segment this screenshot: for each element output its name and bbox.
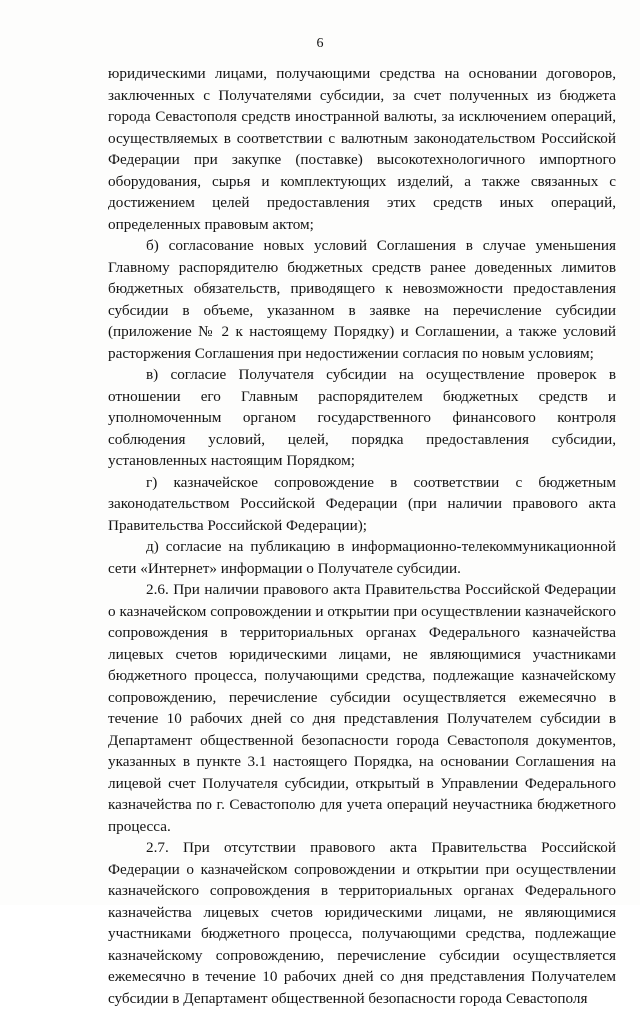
paragraph-continuation: юридическими лицами, получающими средства на основании договоров, заключенных с Получателями субсидии, за счет полученных из бюджета города Севастополя средств иностранной валюты, за исключением операций, осуществляемых в соответствии с валютным законодательством Российской Федерации при закупке (поставке) высокотехнологичного импортного оборудования, сырья и комплектующих изделий, а также связанных с достижением целей предоставления этих средств иных операций, определенных правовым актом; (108, 65, 616, 233)
paragraph-clause-2-7: 2.7. При отсутствии правового акта Правительства Российской Федерации о казначейском сопровождении и открытии при осуществлении казначейского сопровождения в территориальных органах Федерального казначейства лицевых счетов юридическими лицами, не являющимися участниками бюджетного процесса, получающими средства, подлежащие казначейскому сопровождению, перечисление субсидии осуществляется ежемесячно в течение 10 рабочих дней со дня представления Получателем субсидии в Департамент общественной безопасности города Севастополя (108, 839, 616, 1007)
page-number: 6 (316, 36, 324, 51)
paragraph-item-b: б) согласование новых условий Соглашения в случае уменьшения Главному распорядителю бюджетных средств ранее доведенных лимитов бюджетных обязательств, приводящего к невозможности предоставления субсидии в объеме, указанном в заявке на перечисление субсидии (приложение № 2 к настоящему Порядку) и Соглашении, а также условий расторжения Соглашения при недостижении согласия по новым условиям; (108, 237, 616, 362)
body-text (108, 63, 616, 1009)
paragraph-item-d: д) согласие на публикацию в информационно-телекоммуникационной сети «Интернет» информации о Получателе субсидии. (108, 538, 616, 577)
paragraph-item-g: г) казначейское сопровождение в соответствии с бюджетным законодательством Российской Федерации (при наличии правового акта Правительства Российской Федерации); (108, 473, 616, 534)
paragraph-clause-2-6: 2.6. При наличии правового акта Правительства Российской Федерации о казначейском сопровождении и открытии при осуществлении казначейского сопровождения в территориальных органах Федерального казначейства лицевых счетов юридическими лицами, не являющимися участниками бюджетного процесса, получающими средства, подлежащие казначейскому сопровождению, перечисление субсидии осуществляется ежемесячно в течение 10 рабочих дней со дня представления Получателем субсидии в Департамент общественной безопасности города Севастополя документов, указанных в пункте 3.1 настоящего Порядка, на основании Соглашения на лицевой счет Получателя субсидии, открытый в Управлении Федерального казначейства по г. Севастополю для учета операций неучастника бюджетного процесса. (108, 581, 616, 835)
paragraph-item-v: в) согласие Получателя субсидии на осуществление проверок в отношении его Главным распорядителем бюджетных средств и уполномоченным органом государственного финансового контроля соблюдения условий, целей, порядка предоставления субсидии, установленных настоящим Порядком; (108, 366, 616, 469)
